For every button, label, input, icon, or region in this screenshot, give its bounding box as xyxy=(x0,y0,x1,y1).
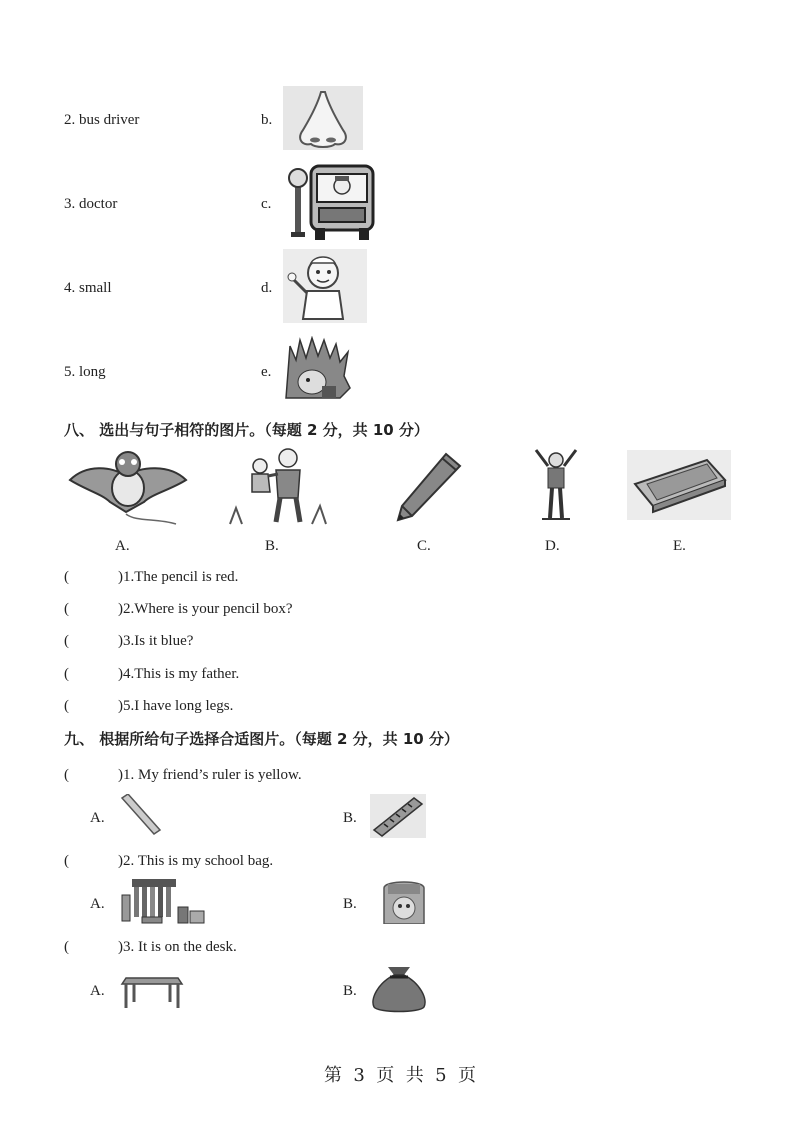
section9-heading: 九、 根据所给句子选择合适图片。（每题 2 分，共 10 分） xyxy=(64,730,459,748)
option-label-a: A. xyxy=(115,538,130,554)
answer-paren[interactable]: ( xyxy=(64,698,69,714)
question-text: )4.This is my father. xyxy=(118,666,240,682)
question-text: )1. My friend’s ruler is yellow. xyxy=(118,767,302,783)
hedgehog-picture xyxy=(282,336,354,402)
choice-label-a: A. xyxy=(90,896,105,912)
choice-label-b: B. xyxy=(343,810,357,826)
choice-label-a: A. xyxy=(90,810,105,826)
answer-paren[interactable]: ( xyxy=(64,853,69,869)
match-word-5: 5. long xyxy=(64,364,106,380)
choice-label-b: B. xyxy=(343,896,357,912)
section8-heading: 八、 选出与句子相符的图片。（每题 2 分，共 10 分） xyxy=(64,421,429,439)
answer-paren[interactable]: ( xyxy=(64,601,69,617)
question-text: )2.Where is your pencil box? xyxy=(118,601,293,617)
choice-label-a: A. xyxy=(90,983,105,999)
match-word-2: 2. bus driver xyxy=(64,112,140,128)
question-text: )1.The pencil is red. xyxy=(118,569,239,585)
answer-paren[interactable]: ( xyxy=(64,939,69,955)
page-number: 第 3 页 共 5 页 xyxy=(323,1065,477,1086)
kite-bird-picture xyxy=(66,448,190,528)
option-label-e: E. xyxy=(673,538,686,554)
choice-label-b: B. xyxy=(343,983,357,999)
match-letter-b: b. xyxy=(261,112,273,128)
question-text: )2. This is my school bag. xyxy=(118,853,274,869)
option-label-c: C. xyxy=(417,538,431,554)
desk-picture xyxy=(120,976,184,1010)
ruler-plain-picture xyxy=(118,794,162,836)
pencil-picture xyxy=(394,450,466,522)
ruler-marked-picture xyxy=(370,794,426,838)
doctor-picture xyxy=(283,249,367,323)
option-label-b: B. xyxy=(265,538,279,554)
question-text: )3. It is on the desk. xyxy=(118,939,237,955)
question-text: )3.Is it blue? xyxy=(118,633,194,649)
father-child-picture xyxy=(226,446,336,526)
option-label-d: D. xyxy=(545,538,560,554)
match-letter-e: e. xyxy=(261,364,272,380)
match-word-3: 3. doctor xyxy=(64,196,118,212)
sack-bag-picture xyxy=(368,963,430,1013)
match-word-4: 4. small xyxy=(64,280,112,296)
pencil-box-picture xyxy=(627,450,731,520)
answer-paren[interactable]: ( xyxy=(64,767,69,783)
answer-paren[interactable]: ( xyxy=(64,666,69,682)
answer-paren[interactable]: ( xyxy=(64,633,69,649)
question-text: )5.I have long legs. xyxy=(118,698,234,714)
answer-paren[interactable]: ( xyxy=(64,569,69,585)
nose-picture xyxy=(283,86,363,150)
stationery-set-picture xyxy=(118,877,208,925)
bus-driver-picture xyxy=(285,162,377,242)
match-letter-d: d. xyxy=(261,280,273,296)
school-bag-picture xyxy=(378,878,430,924)
long-legs-person-picture xyxy=(524,448,586,522)
match-letter-c: c. xyxy=(261,196,272,212)
